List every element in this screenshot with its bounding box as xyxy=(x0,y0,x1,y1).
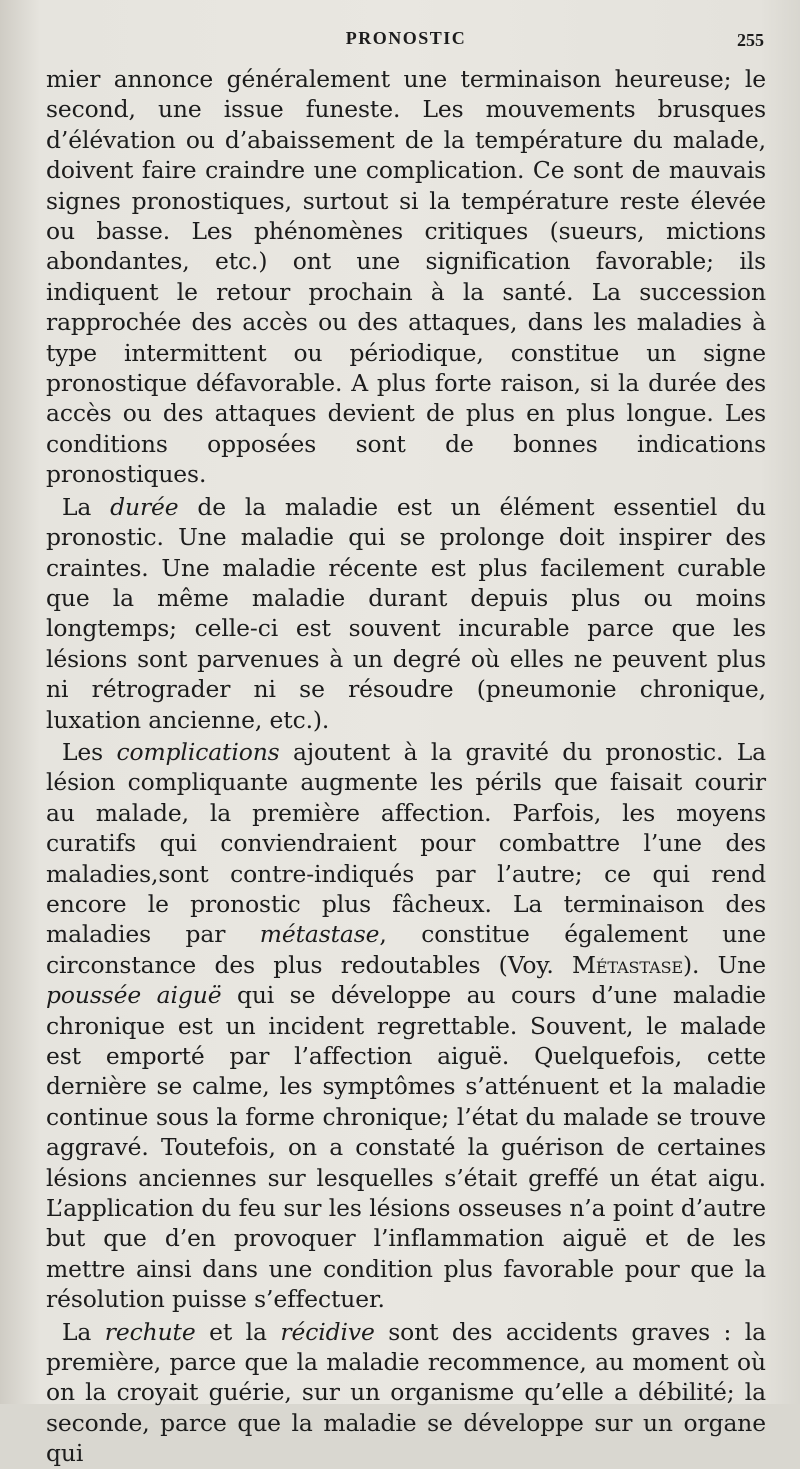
text-run: et la xyxy=(195,1317,281,1346)
text-run: La xyxy=(62,492,111,521)
text-run: de la maladie est un élément essentiel du pronostic. Une maladie qui se prolonge doit inspirer des craintes. Une maladie récente est plus facilement curable que la même maladie durant depuis plus ou moins longtemps; celle-ci est souvent incurable parce que les lésions sont parvenues à un degré où elles ne peuvent plus ni rétrograder ni se résoudre (pneumonie chronique, luxation ancienne, etc.). xyxy=(46,492,766,734)
paragraph xyxy=(46,492,766,735)
italic-term: poussée aiguë xyxy=(46,981,222,1010)
text-run: La xyxy=(62,1317,105,1346)
text-run: mier annonce généralement une terminaison heureuse; le second, une issue funeste. Les mouvements brusques d’élévation ou d’abaissement de la température du malade, doivent faire craindre une complication. Ce sont de mauvais signes pronostiques, surtout si la température reste élevée ou basse. Les phénomènes critiques (sueurs, mictions abondantes, etc.) ont une signification favorable; ils indiquent le retour prochain à la santé. La succession rapprochée des accès ou des attaques, dans les maladies à type intermittent ou périodique, constitue un signe pronostique défavorable. A plus forte raison, si la durée des accès ou des attaques devient de plus en plus longue. Les conditions opposées sont de bonnes indications pronostiques. xyxy=(46,65,766,489)
running-title: PRONOSTIC xyxy=(345,28,467,48)
page-number: 255 xyxy=(737,30,764,50)
text-run: Les xyxy=(62,737,117,766)
italic-term: métastase xyxy=(259,920,380,949)
italic-term: récidive xyxy=(280,1317,375,1346)
cross-reference: Métastase xyxy=(571,950,684,979)
paragraph xyxy=(46,64,766,490)
italic-term: durée xyxy=(110,492,179,521)
text-run: , constitue également une circonstance des plus redoutables (Voy. xyxy=(46,920,766,979)
italic-term: rechute xyxy=(104,1317,196,1346)
text-run: sont des accidents graves : la première, parce que la maladie recommence, au moment où on la croyait guérie, sur un organisme qu’elle a débilité; la seconde, parce que la maladie se développe sur un organe qui xyxy=(46,1317,766,1468)
paragraph xyxy=(46,1317,766,1469)
text-run: ). Une xyxy=(683,950,766,979)
text-run: qui se développe au cours d’une maladie chronique est un incident regrettable. Souvent, le malade est emporté par l’affection aiguë. Quelquefois, cette dernière se calme, les symptômes s’atténuent et la maladie continue sous la forme chronique; l’état du malade se trouve aggravé. Toutefois, on a constaté la guérison de certaines lésions anciennes sur lesquelles s’était greffé un état aigu. L’application du feu sur les lésions osseuses n’a point d’autre but que d’en provoquer l’inflammation aiguë et de les mettre ainsi dans une condition plus favorable pour que la résolution puisse s’effectuer. xyxy=(46,981,766,1314)
running-head xyxy=(46,22,766,56)
paragraph xyxy=(46,737,766,1315)
body-text xyxy=(46,64,766,1469)
italic-term: complications xyxy=(116,737,280,766)
text-run: ajoutent à la gravité du pronostic. La lésion compliquante augmente les périls que faisait courir au malade, la première affection. Parfois, les moyens curatifs qui conviendraient pour combattre l’une des maladies,sont contre-indiqués par l’autre; ce qui rend encore le pronostic plus fâcheux. La terminaison des maladies par xyxy=(46,737,766,949)
